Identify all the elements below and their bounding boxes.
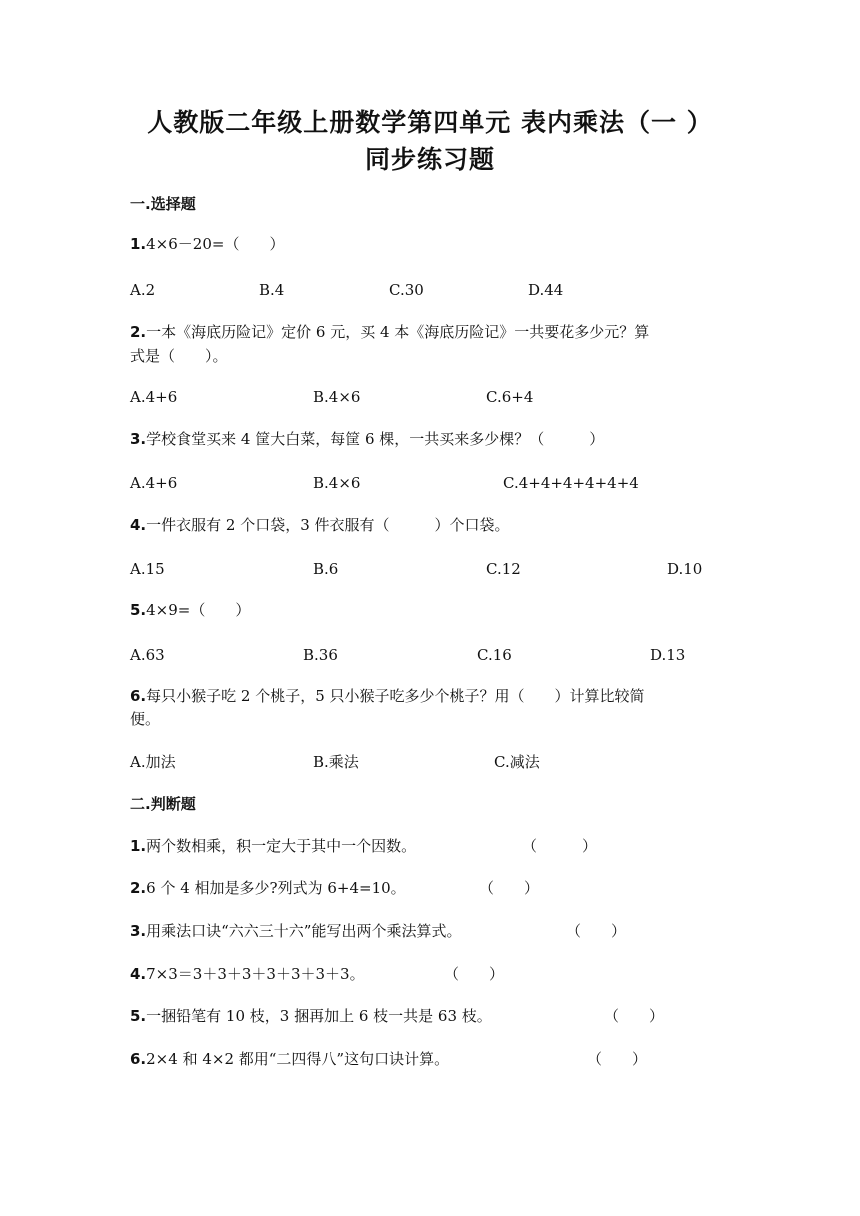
option-a[interactable]: A.加法 — [130, 753, 176, 771]
option-c[interactable]: C.4+4+4+4+4+4 — [503, 474, 639, 492]
question-6-continued: 便。 — [130, 710, 161, 728]
page-title-line1: 人教版二年级上册数学第四单元 表内乘法（一 ） — [147, 108, 713, 137]
answer-bracket[interactable]: （ ） — [587, 1050, 648, 1068]
option-d[interactable]: D.13 — [650, 646, 686, 664]
section-heading-choice: 一.选择题 — [130, 195, 196, 213]
question-2 — [130, 322, 730, 342]
option-d[interactable]: D.10 — [667, 560, 703, 578]
question-text: 一本《海底历险记》定价 6 元，买 4 本《海底历险记》一共要花多少元？算 — [146, 323, 650, 341]
question-number: 5. — [130, 1007, 147, 1025]
option-b[interactable]: B.4 — [259, 281, 285, 299]
answer-bracket[interactable]: （ ） — [479, 879, 540, 897]
option-b[interactable]: B.6 — [313, 560, 339, 578]
question-2-continued: 式是（ ）。 — [130, 347, 228, 365]
option-b[interactable]: B.36 — [303, 646, 338, 664]
question-4 — [130, 515, 730, 535]
option-c[interactable]: C.12 — [486, 560, 521, 578]
question-text: 一件衣服有 2 个口袋，3 件衣服有（ ）个口袋。 — [146, 516, 510, 534]
judgement-question-1 — [130, 836, 730, 856]
question-text: 用乘法口诀“六六三十六”能写出两个乘法算式。 — [146, 922, 462, 940]
option-c[interactable]: C.16 — [477, 646, 512, 664]
question-text: 4×9=（ ） — [146, 601, 251, 619]
question-number: 4. — [130, 965, 147, 983]
question-1 — [130, 234, 730, 254]
question-number: 6. — [130, 1050, 147, 1068]
question-number: 2. — [130, 323, 147, 341]
question-number: 2. — [130, 879, 147, 897]
option-c[interactable]: C.30 — [389, 281, 424, 299]
option-a[interactable]: A.4+6 — [130, 474, 178, 492]
judgement-question-3 — [130, 921, 730, 941]
judgement-question-2 — [130, 878, 730, 898]
question-text: 2×4 和 4×2 都用“二四得八”这句口诀计算。 — [146, 1050, 450, 1068]
question-number: 1. — [130, 837, 147, 855]
option-c[interactable]: C.减法 — [494, 753, 540, 771]
question-text: 6 个 4 相加是多少?列式为 6+4=10。 — [146, 879, 406, 897]
page-title-line2: 同步练习题 — [364, 145, 495, 174]
answer-bracket[interactable]: （ ） — [522, 837, 598, 855]
option-d[interactable]: D.44 — [528, 281, 564, 299]
option-a[interactable]: A.15 — [130, 560, 165, 578]
option-a[interactable]: A.4+6 — [130, 388, 178, 406]
question-number: 5. — [130, 601, 147, 619]
question-number: 4. — [130, 516, 147, 534]
answer-bracket[interactable]: （ ） — [444, 965, 505, 983]
option-b[interactable]: B.4×6 — [313, 474, 361, 492]
option-a[interactable]: A.2 — [130, 281, 156, 299]
question-text: 学校食堂买来 4 筐大白菜，每筐 6 棵，一共买来多少棵？（ ） — [146, 430, 605, 448]
question-number: 6. — [130, 687, 147, 705]
question-3 — [130, 429, 730, 449]
question-number: 1. — [130, 235, 147, 253]
question-text: 7×3＝3＋3＋3＋3＋3＋3＋3。 — [146, 965, 365, 983]
question-text: 每只小猴子吃 2 个桃子，5 只小猴子吃多少个桃子？用（ ）计算比较简 — [146, 687, 645, 705]
question-text: 一捆铅笔有 10 枝，3 捆再加上 6 枝一共是 63 枝。 — [146, 1007, 492, 1025]
section-heading-judgement: 二.判断题 — [130, 795, 196, 813]
question-text: 4×6－20=（ ） — [146, 235, 285, 253]
option-c[interactable]: C.6+4 — [486, 388, 534, 406]
judgement-question-4 — [130, 964, 730, 984]
question-number: 3. — [130, 430, 147, 448]
option-b[interactable]: B.乘法 — [313, 753, 359, 771]
question-5 — [130, 600, 730, 620]
question-text: 两个数相乘，积一定大于其中一个因数。 — [146, 837, 417, 855]
answer-bracket[interactable]: （ ） — [604, 1007, 665, 1025]
option-a[interactable]: A.63 — [130, 646, 165, 664]
option-b[interactable]: B.4×6 — [313, 388, 361, 406]
question-number: 3. — [130, 922, 147, 940]
answer-bracket[interactable]: （ ） — [566, 922, 627, 940]
question-6 — [130, 686, 730, 706]
